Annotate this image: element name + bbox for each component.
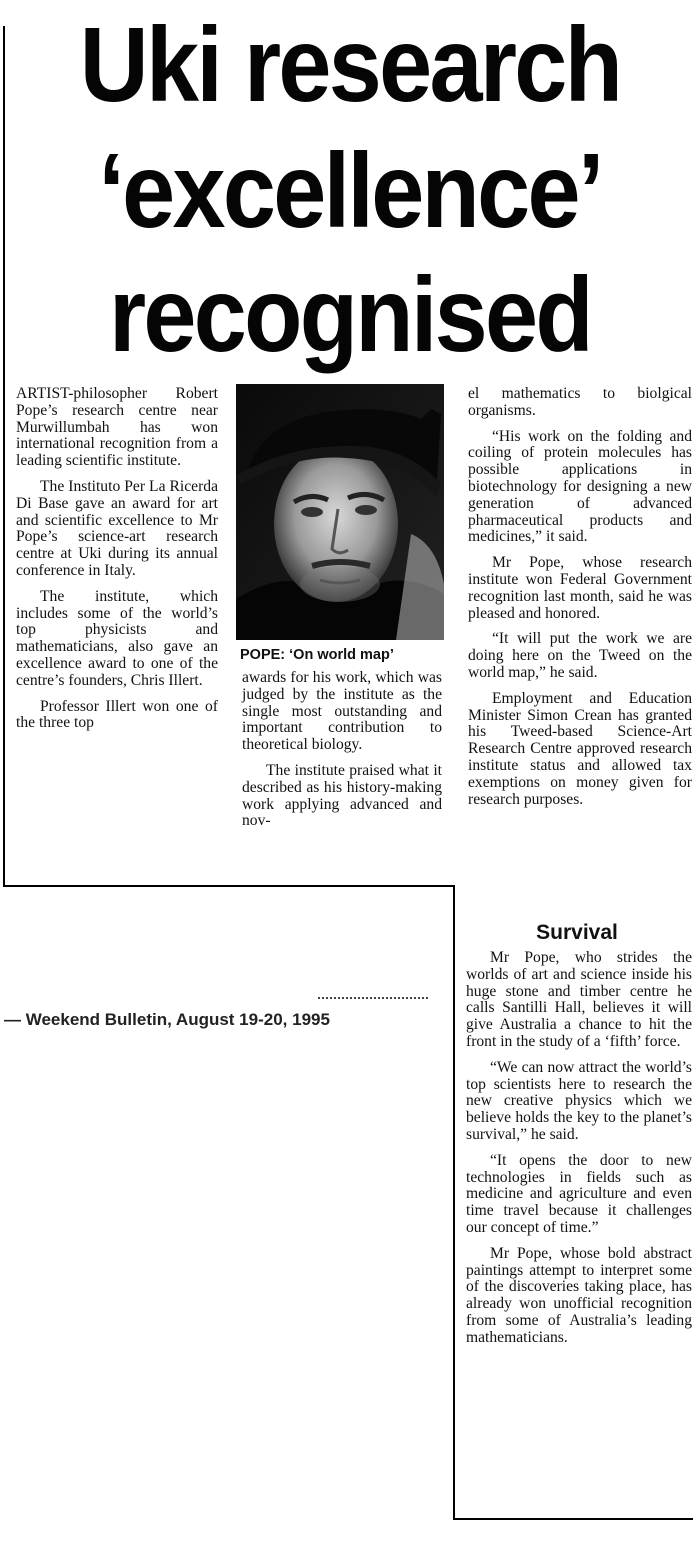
paragraph: The institute praised what it described as his history-making work applying advanced and nov- [242, 761, 442, 830]
subhead-survival: Survival [536, 921, 618, 944]
paragraph: “It opens the door to new technologies in fields such as medicine and agriculture and even time travel because it challenges our concept of time.” [466, 1151, 692, 1236]
paragraph: “His work on the folding and coiling of protein molecules has possible applications in biotechnology for designing a new generation of advanced pharmaceutical products and medicines,” it said. [468, 427, 692, 546]
article-column-3 [468, 386, 692, 808]
right-column-bottom-rule [453, 1518, 693, 1520]
paragraph: Employment and Education Minister Simon Crean has granted his Tweed-based Science-Art Research Centre approved research institute status and allowed tax exemptions on money given for research purposes. [468, 689, 692, 808]
bottom-border-rule [3, 885, 455, 887]
right-column-left-rule [453, 885, 455, 1520]
article-column-4 [466, 950, 692, 1347]
paragraph: “We can now attract the world’s top scientists here to research the new creative physics which we believe holds the key to the planet’s survival,” he said. [466, 1058, 692, 1143]
paragraph: “It will put the work we are doing here on the Tweed on the world map,” he said. [468, 630, 692, 681]
paragraph: Mr Pope, whose research institute won Federal Government recognition last month, said he was pleased and honored. [468, 554, 692, 622]
paragraph: el mathematics to biolgical organisms. [468, 385, 692, 419]
photo-caption: POPE: ‘On world map’ [240, 647, 394, 663]
paragraph: Professor Illert won one of the three top [16, 697, 218, 732]
headline-line-3: recognised [109, 256, 591, 374]
paragraph: The Instituto Per La Ricerda Di Base gave an award for art and scientific excellence to Mr Pope’s science-art research centre at Uki during its annual conference in Italy. [16, 477, 218, 579]
article-column-1 [16, 386, 218, 732]
article-column-2 [242, 670, 442, 830]
paragraph: Mr Pope, who strides the worlds of art and science inside his huge stone and timber centre he calls Santilli Hall, believes it will give Australia a chance to hit the front in the study of a ‘fifth’ force. [466, 949, 692, 1050]
paragraph: Mr Pope, whose bold abstract paintings attempt to interpret some of the discoveries taking place, has already won unofficial recognition from some of Australia’s leading mathematicians. [466, 1244, 692, 1346]
dotted-rule [318, 997, 428, 1003]
headline-line-2: ‘excellence’ [98, 132, 602, 250]
paragraph: ARTIST-philosopher Robert Pope’s research centre near Murwillumbah has won international recognition from a leading scientific institute. [16, 385, 218, 470]
portrait-photo [236, 384, 444, 640]
left-border-rule [3, 26, 5, 886]
headline-line-1: Uki research [79, 6, 621, 124]
paragraph: The institute, which includes some of the world’s top physicists and mathematicians, also gave an excellence award to one of the centre’s founders, Chris Illert. [16, 587, 218, 689]
portrait-image [236, 384, 444, 640]
paragraph: awards for his work, which was judged by the institute as the single most outstanding and important contribution to theoretical biology. [242, 669, 442, 754]
publication-dateline: — Weekend Bulletin, August 19-20, 1995 [4, 1010, 330, 1029]
